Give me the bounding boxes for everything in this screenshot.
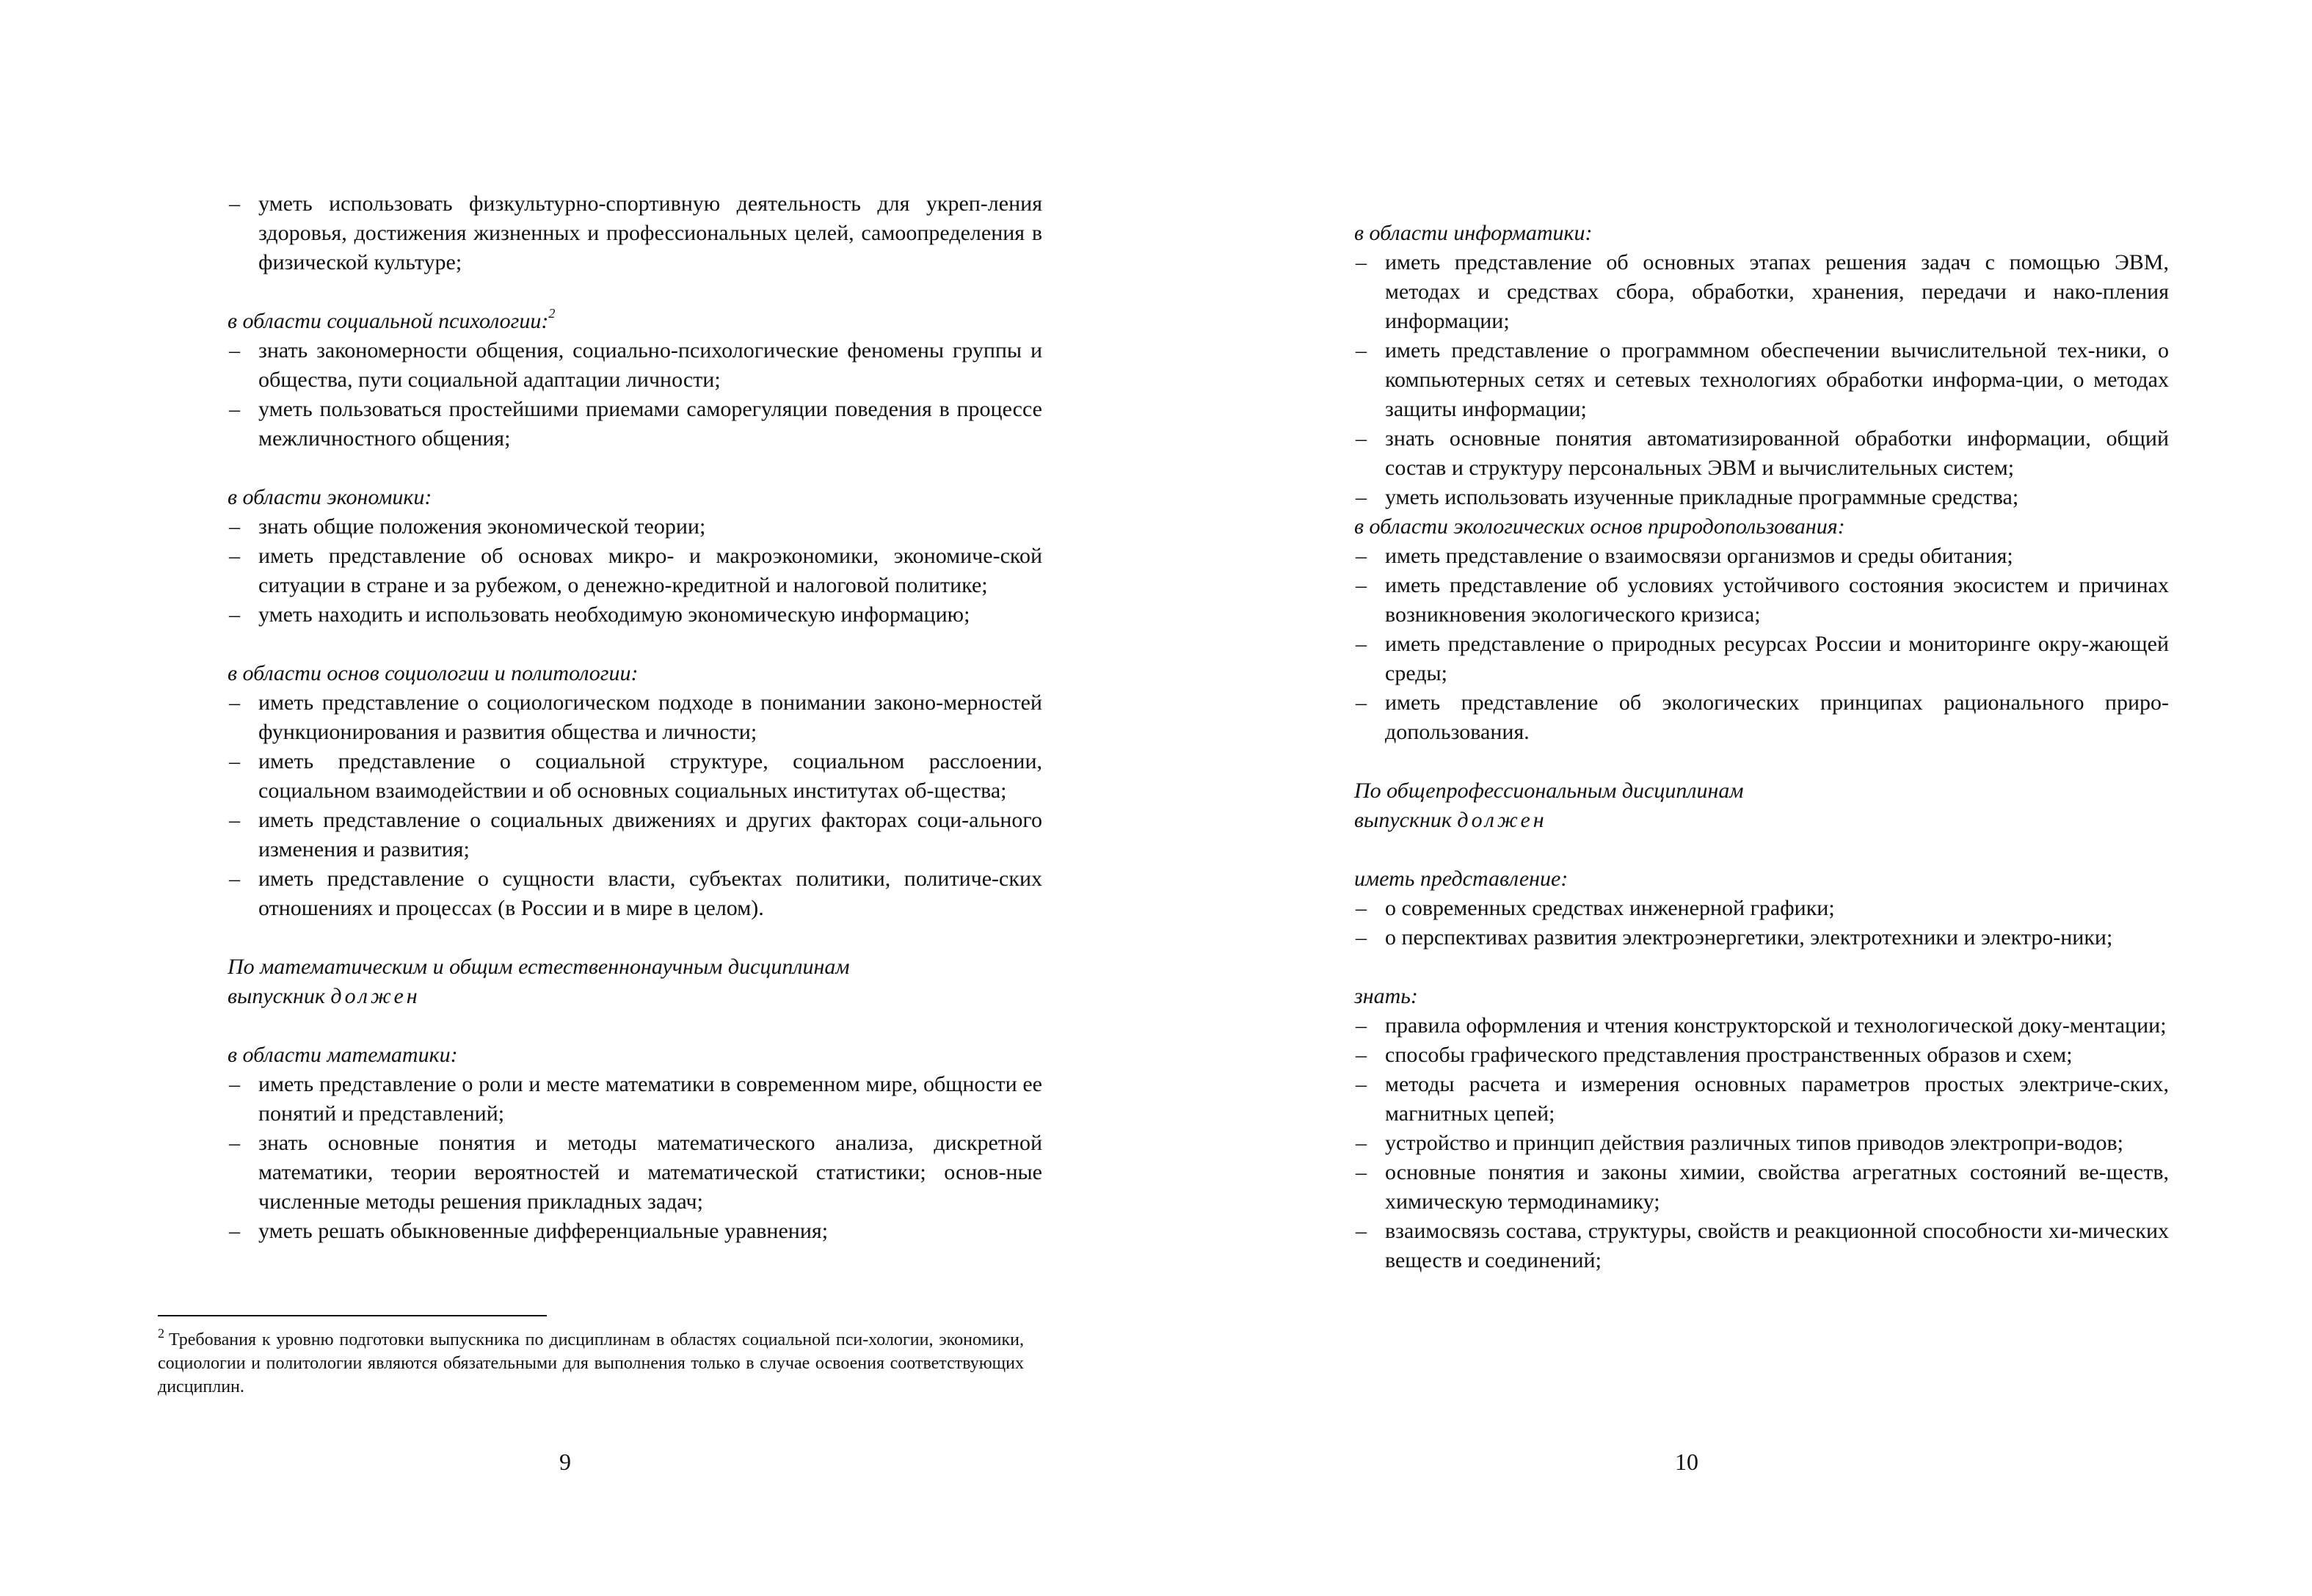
list-item: – иметь представление о программном обеспечении вычислительной тех-ники, о компьютерных сетях и сетевых технологиях обработки информа-ции, о методах защиты информации; <box>1354 336 2169 424</box>
list-item: – взаимосвязь состава, структуры, свойств и реакционной способности хи-мических веществ и соединений; <box>1354 1217 2169 1275</box>
list-item: – иметь представление о сущности власти, субъектах политики, политиче-ских отношениях и процессах (в России и в мире в целом). <box>228 864 1042 923</box>
footnote-mark: 2 <box>158 1326 164 1341</box>
list-item: – знать основные понятия и методы математического анализа, дискретной математики, теории вероятностей и математической статистики; основ-ные численные методы решения прикладных задач; <box>228 1129 1042 1217</box>
list-item: – знать закономерности общения, социально-психологические феномены группы и общества, пути социальной адаптации личности; <box>228 336 1042 395</box>
section-heading: знать: <box>1354 984 1418 1008</box>
list-item: – иметь представление о роли и месте математики в современном мире, общности ее понятий и представлений; <box>228 1070 1042 1129</box>
section-heading: в области экологических основ природопользования: <box>1354 514 1845 539</box>
list-item: – уметь решать обыкновенные дифференциальные уравнения; <box>228 1217 1042 1246</box>
general-prof-heading <box>1354 776 2169 835</box>
list-item: – иметь представление об основах микро- и макроэкономики, экономиче-ской ситуации в стране и за рубежом, о денежно-кредитной и налоговой политике; <box>228 542 1042 600</box>
list-item: – иметь представление об условиях устойчивого состояния экосистем и причинах возникновения экологического кризиса; <box>1354 571 2169 630</box>
list-item: – уметь пользоваться простейшими приемами саморегуляции поведения в процессе межличностного общения; <box>228 395 1042 453</box>
section-heading: иметь представление: <box>1354 867 1568 891</box>
section-title-line: выпускник должен <box>228 984 421 1008</box>
list-item: – правила оформления и чтения конструкторской и технологической доку-ментации; <box>1354 1011 2169 1041</box>
right-page-body <box>1354 219 2169 1275</box>
footnote-reference[interactable]: 2 <box>548 306 556 321</box>
list-item: – уметь использовать физкультурно-спортивную деятельность для укреп-ления здоровья, достижения жизненных и профессиональных целей, самоопределения в физической культуре; <box>228 189 1042 277</box>
list-item: – иметь представление об экологических принципах рационального приро-допользования. <box>1354 688 2169 747</box>
left-page-body <box>228 189 1042 1246</box>
section-title-line: выпускник должен <box>1354 808 1547 832</box>
list-item: – способы графического представления пространственных образов и схем; <box>1354 1041 2169 1070</box>
list-item: – знать основные понятия автоматизированной обработки информации, общий состав и структуру персональных ЭВМ и вычислительных систем; <box>1354 424 2169 483</box>
list-item: – иметь представление об основных этапах решения задач с помощью ЭВМ, методах и средствах сбора, обработки, хранения, передачи и нако-пления информации; <box>1354 248 2169 336</box>
social-psychology-section <box>228 307 1042 453</box>
list-item: – о перспективах развития электроэнергетики, электротехники и электро-ники; <box>1354 923 2169 952</box>
know-section <box>1354 982 2169 1275</box>
page-number: 9 <box>559 1449 571 1475</box>
have-idea-section <box>1354 864 2169 952</box>
list-item: – иметь представление о взаимосвязи организмов и среды обитания; <box>1354 542 2169 571</box>
sociology-section <box>228 659 1042 923</box>
section-heading: в области основ социологии и политологии: <box>228 661 639 685</box>
footnote-divider <box>158 1315 547 1316</box>
section-heading: в области информатики: <box>1354 221 1593 245</box>
list-item: – методы расчета и измерения основных параметров простых электриче-ских, магнитных цепей; <box>1354 1070 2169 1129</box>
section-title-line: По общепрофессиональным дисциплинам <box>1354 779 1744 803</box>
list-item: – иметь представление о социальной структуре, социальном расслоении, социальном взаимодействии и об основных социальных институтах об-щества; <box>228 747 1042 806</box>
footnote <box>158 1328 1024 1399</box>
economics-section <box>228 483 1042 630</box>
list-item: – уметь использовать изученные прикладные программные средства; <box>1354 483 2169 512</box>
section-heading: в области экономики: <box>228 485 432 509</box>
list-item: – основные понятия и законы химии, свойства агрегатных состояний ве-ществ, химическую термодинамику; <box>1354 1158 2169 1217</box>
list-item: – о современных средствах инженерной графики; <box>1354 894 2169 923</box>
page-number: 10 <box>1675 1449 1698 1475</box>
ecology-section <box>1354 512 2169 747</box>
informatics-section <box>1354 219 2169 512</box>
list-item: – иметь представление о социологическом подходе в понимании законо-мерностей функционирования и развития общества и личности; <box>228 688 1042 747</box>
footnote-text: Требования к уровню подготовки выпускника по дисциплинам в областях социальной пси-хологии, экономики, социологии и политологии являются обязательными для выполнения только в случае освоения соответствующих дисциплин. <box>158 1330 1024 1396</box>
list-item: – знать общие положения экономической теории; <box>228 512 1042 542</box>
list-item: – уметь находить и использовать необходимую экономическую информацию; <box>228 600 1042 630</box>
intro-list <box>228 189 1042 277</box>
section-title-line: По математическим и общим естественнонаучным дисциплинам <box>228 955 850 979</box>
math-disciplines-heading <box>228 952 1042 1011</box>
list-item: – устройство и принцип действия различных типов приводов электропри-водов; <box>1354 1129 2169 1158</box>
mathematics-section <box>228 1041 1042 1246</box>
section-heading: в области математики: <box>228 1043 458 1067</box>
right-page <box>1156 0 2312 1596</box>
list-item: – иметь представление о природных ресурсах России и мониторинге окру-жающей среды; <box>1354 630 2169 688</box>
section-heading: в области социальной психологии:$^2$ <box>228 306 556 333</box>
list-item: – иметь представление о социальных движениях и других факторах соци-ального изменения и развития; <box>228 806 1042 864</box>
